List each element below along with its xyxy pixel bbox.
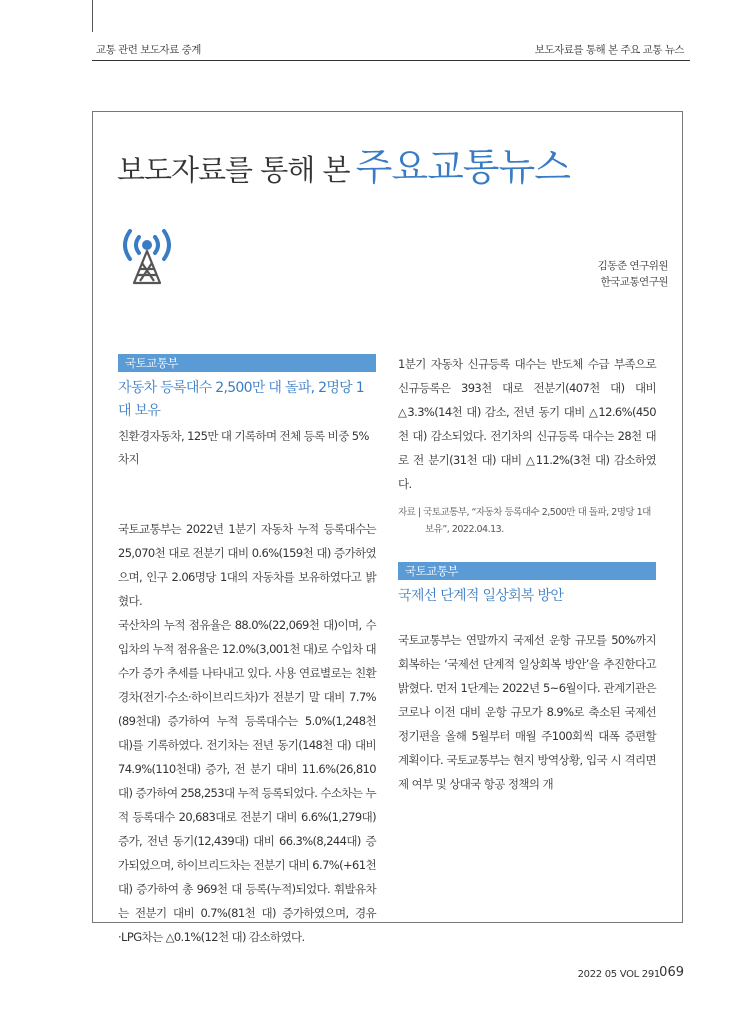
author-org: 한국교통연구원 xyxy=(600,276,668,288)
title-part1: 보도자료를 통해 본 xyxy=(117,153,350,187)
article2-tag: 국토교통부 xyxy=(398,562,656,580)
page-number: 069 xyxy=(659,965,684,980)
article1-paragraph-1: 국토교통부는 2022년 1분기 자동차 누적 등록대수는 25,070천 대로 전분기 대비 0.6%(159천 대) 증가하였으며, 인구 2.06명당 1대의 자동차를 보유하였다고 밝혔다. xyxy=(118,522,376,608)
article1-paragraph-2: 국산차의 누적 점유율은 88.0%(22,069천 대)이며, 수입차의 누적 점유율은 12.0%(3,001천 대)로 수입차 대수가 증가 추세를 나타내고 있다. 사용 연료별로는 친환경차(전기·수소·하이브리드차)가 전분기 말 대비 7.7%(89천대) 증가하여 누적 등록대수는 5.0%(1,248천 대)를 기록하였다. 전기차는 전년 동기(148천 대) 대비 74.9%(110천대) 증가, 전 분기 대비 11.6%(26,810대) 증가하여 258,253대 누적 등록되었다. 수소차는 누적 등록대수 20,683대로 전분기 대비 6.6%(1,279대) 증가, 전년 동기(12,439대) 대비 66.3%(8,244대) 증가되었으며, 하이브리드차는 전분기 대비 6.7%(+61천대) 증가하여 총 969천 대 등록(누적)되었다. 휘발유차는 전분기 대비 0.7%(81천 대) 증가하였으며, 경유·LPG차는 △0.1%(12천 대) 감소하였다. xyxy=(118,618,376,944)
article1-headline: 자동차 등록대수 2,500만 대 돌파, 2명당 1대 보유 xyxy=(118,380,364,419)
running-header-left: 교통 관련 보도자료 중계 xyxy=(96,44,201,56)
author-name: 김동준 연구위원 xyxy=(597,260,668,272)
article2-paragraph-1: 국토교통부는 연말까지 국제선 운항 규모를 50%까지 회복하는 ‘국제선 단계적 일상회복 방안’을 추진한다고 밝혔다. 먼저 1단계는 2022년 5~6월이다. 관계기관은 코로나 이전 대비 운항 규모가 8.9%로 축소된 국제선 정기편을 올해 5월부터 매월 주100회씩 대폭 증편할 계획이다. 국토교통부는 현지 방역상황, 입국 시 격리면제 여부 및 상대국 항공 정책의 개 xyxy=(398,633,656,791)
article1-paragraph-3: 1분기 자동차 신규등록 대수는 반도체 수급 부족으로 신규등록은 393천 대로 전분기(407천 대) 대비 △3.3%(14천 대) 감소, 전년 동기 대비 △12.6%(450천 대) 감소되었다. 전기차의 신규등록 대수는 28천 대로 전 분기(31천 대) 대비 △11.2%(3천 대) 감소하였다. xyxy=(398,357,656,491)
page-title xyxy=(117,136,570,191)
article2-headline: 국제선 단계적 일상회복 방안 xyxy=(398,588,564,604)
author-info xyxy=(598,258,668,290)
broadcast-tower-icon xyxy=(116,223,178,285)
article1-source: 자료 | 국토교통부, “자동차 등록대수 2,500만 대 돌파, 2명당 1대 보유”, 2022.04.13. xyxy=(398,507,651,535)
right-column xyxy=(398,354,656,796)
header-vertical-rule xyxy=(92,0,93,32)
article1-tag: 국토교통부 xyxy=(118,354,376,372)
article1-subhead: 친환경자동차, 125만 대 기록하며 전체 등록 비중 5%차지 xyxy=(118,429,369,466)
article1-continued xyxy=(398,352,656,496)
header-rule xyxy=(92,60,690,61)
issue-info: 2022 05 VOL 291 xyxy=(577,969,660,980)
running-header-right: 보도자료를 통해 본 주요 교통 뉴스 xyxy=(534,44,684,56)
left-column xyxy=(118,354,376,949)
title-part2: 주요교통뉴스 xyxy=(355,145,570,189)
